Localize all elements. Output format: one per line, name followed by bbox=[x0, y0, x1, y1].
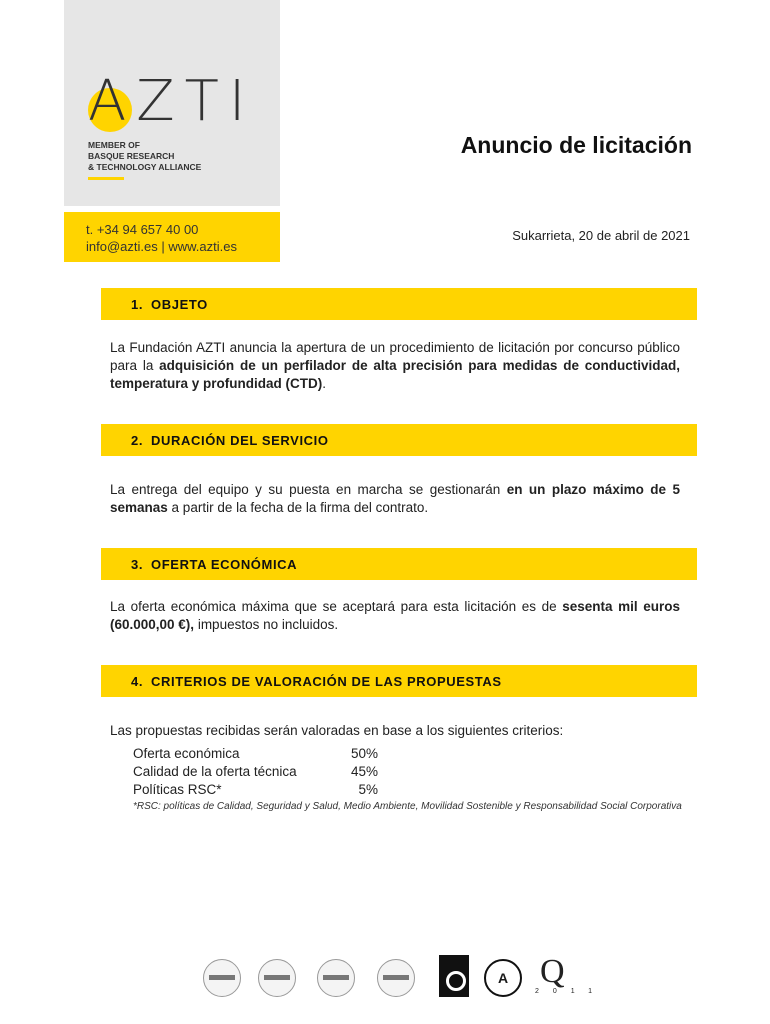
azti-logo: AZTI bbox=[88, 69, 256, 134]
section-heading-oferta: 3. OFERTA ECONÓMICA bbox=[101, 548, 697, 580]
section-heading-objeto: 1. OBJETO bbox=[101, 288, 697, 320]
document-date: Sukarrieta, 20 de abril de 2021 bbox=[512, 228, 690, 243]
section-heading-duracion: 2. DURACIÓN DEL SERVICIO bbox=[101, 424, 697, 456]
criteria-row: Oferta económica 50% bbox=[133, 746, 378, 761]
section-body-objeto: La Fundación AZTI anuncia la apertura de un procedimiento de licitación por concurso público para la adquisición de un perfilador de alta precisión para medidas de conductividad, temperatura y profundidad (CTD). bbox=[110, 340, 681, 391]
certification-logos bbox=[200, 953, 607, 1000]
contact-email-web: info@azti.es | www.azti.es bbox=[86, 239, 237, 254]
dnv-gl-certification-icon bbox=[377, 959, 415, 997]
document-title: Anuncio de licitación bbox=[460, 132, 692, 158]
q-quality-year: 2011 bbox=[535, 988, 607, 995]
contact-phone: t. +34 94 657 40 00 bbox=[86, 222, 199, 237]
criteria-row: Calidad de la oferta técnica 45% bbox=[133, 764, 378, 779]
dnv-gl-certification-icon bbox=[203, 959, 241, 997]
logo-accent-bar bbox=[88, 177, 124, 180]
dnv-gl-certification-icon bbox=[317, 959, 355, 997]
contact-block bbox=[64, 212, 280, 262]
criteria-intro: Las propuestas recibidas serán valoradas en base a los siguientes criterios: bbox=[110, 723, 564, 738]
rsc-footnote: *RSC: políticas de Calidad, Seguridad y Salud, Medio Ambiente, Movilidad Sostenible y Responsabilidad Social Corporativa bbox=[133, 801, 682, 812]
section-heading-criterios: 4. CRITERIOS DE VALORACIÓN DE LAS PROPUESTAS bbox=[101, 665, 697, 697]
a-certification-icon: A bbox=[484, 959, 522, 997]
q-quality-icon: Q bbox=[540, 953, 565, 990]
criteria-list bbox=[133, 745, 378, 799]
logo-block bbox=[64, 0, 280, 206]
section-body-oferta: La oferta económica máxima que se aceptará para esta licitación es de sesenta mil euros (60.000,00 €), impuestos no incluidos. bbox=[110, 599, 680, 632]
section-body-duracion: La entrega del equipo y su puesta en marcha se gestionarán en un plazo máximo de 5 semanas a partir de la fecha de la firma del contrato. bbox=[110, 482, 680, 515]
member-of-brta: MEMBER OF BASQUE RESEARCH & TECHNOLOGY ALLIANCE bbox=[88, 140, 202, 172]
quality-seal-icon bbox=[439, 955, 469, 997]
dnv-gl-certification-icon bbox=[258, 959, 296, 997]
criteria-row: Políticas RSC* 5% bbox=[133, 782, 378, 797]
